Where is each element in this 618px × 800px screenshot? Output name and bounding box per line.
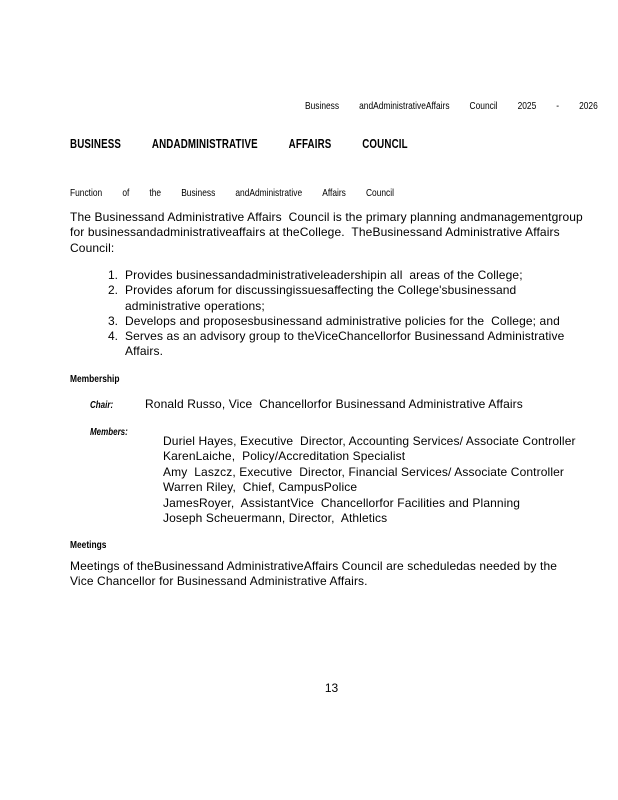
member-row: Duriel Hayes, Executive Director, Accounting Services/ Associate Controller	[163, 434, 576, 448]
list-item	[108, 283, 608, 314]
list-item-number: 1.	[108, 268, 119, 282]
intro-paragraph-line: for businessandadministrativeaffairs at theCollege. TheBusinessand Administrative Affairs	[70, 225, 560, 240]
list-item-line: Provides businessandadministrativeleadershipin all areas of the College;	[125, 268, 523, 282]
function-heading-word: of	[122, 187, 130, 199]
document-title-word: ANDADMINISTRATIVE	[151, 137, 258, 151]
members-label: Members:	[90, 427, 128, 438]
function-heading-word: Business	[181, 187, 216, 199]
list-item	[108, 268, 608, 283]
intro-paragraph-line: Council:	[70, 240, 115, 255]
list-item-line: administrative operations;	[125, 298, 265, 313]
members-label-row	[90, 422, 137, 440]
list-item-number: 3.	[108, 313, 119, 328]
chair-row	[90, 395, 523, 413]
function-heading-word: Function	[70, 187, 103, 199]
document-title-word: AFFAIRS	[288, 137, 332, 151]
list-item-number: 4.	[108, 329, 119, 344]
intro-paragraph	[70, 210, 610, 256]
running-header	[305, 100, 598, 112]
meetings-heading-text: Meetings	[70, 539, 107, 551]
chair-value: Ronald Russo, Vice Chancellorfor Businessand Administrative Affairs	[145, 397, 523, 411]
member-row: JamesRoyer, AssistantVice Chancellorfor Facilities and Planning	[163, 495, 521, 510]
running-header-word: andAdministrativeAffairs	[359, 100, 450, 112]
member-row: Warren Riley, Chief, CampusPolice	[163, 480, 358, 495]
members-list	[163, 434, 613, 526]
chair-label-box	[90, 395, 145, 413]
function-numbered-list	[108, 268, 608, 360]
list-item	[108, 314, 608, 329]
function-heading-word: Council	[365, 187, 394, 199]
function-heading-word: Affairs	[322, 187, 346, 199]
list-item-text	[125, 314, 560, 329]
list-item	[108, 329, 608, 360]
document-title-word: COUNCIL	[362, 137, 408, 151]
meetings-section-heading	[70, 535, 116, 553]
meetings-paragraph	[70, 559, 610, 590]
member-row: Joseph Scheuermann, Director, Athletics	[163, 511, 388, 526]
document-title	[70, 137, 408, 151]
running-header-word: -	[556, 100, 560, 112]
running-header-word: Business	[305, 100, 340, 112]
membership-section-heading	[70, 369, 132, 387]
list-item-line: Affairs.	[125, 344, 164, 359]
document-title-word: BUSINESS	[70, 137, 122, 151]
running-header-word: 2026	[579, 100, 598, 112]
page-number: 13	[324, 681, 339, 695]
function-section-heading	[70, 187, 394, 199]
list-item-text	[125, 283, 516, 314]
meetings-paragraph-line: Vice Chancellor for Businessand Administrative Affairs.	[70, 574, 368, 589]
meetings-paragraph-line: Meetings of theBusinessand AdministrativeAffairs Council are scheduledas needed by the	[70, 559, 558, 573]
list-item-text	[125, 268, 523, 283]
list-item-line: Serves as an advisory group to theViceChancellorfor Businessand Administrative	[125, 329, 565, 344]
list-item-line: Provides aforum for discussingissuesaffecting the College'sbusinessand	[125, 283, 517, 298]
member-row: KarenLaiche, Policy/Accreditation Specialist	[163, 449, 406, 464]
function-heading-word: the	[149, 187, 162, 199]
membership-heading-text: Membership	[70, 373, 120, 385]
list-item-text	[125, 329, 564, 360]
member-row: Amy Laszcz, Executive Director, Financial Services/ Associate Controller	[163, 464, 565, 479]
intro-paragraph-line: The Businessand Administrative Affairs Council is the primary planning andmanagementgroup	[70, 210, 583, 224]
list-item-number: 2.	[108, 283, 119, 298]
list-item-line: Develops and proposesbusinessand administrative policies for the College; and	[125, 313, 560, 328]
running-header-word: Council	[469, 100, 498, 112]
chair-label: Chair:	[90, 400, 114, 411]
running-header-word: 2025	[517, 100, 537, 112]
function-heading-word: andAdministrative	[235, 187, 303, 199]
